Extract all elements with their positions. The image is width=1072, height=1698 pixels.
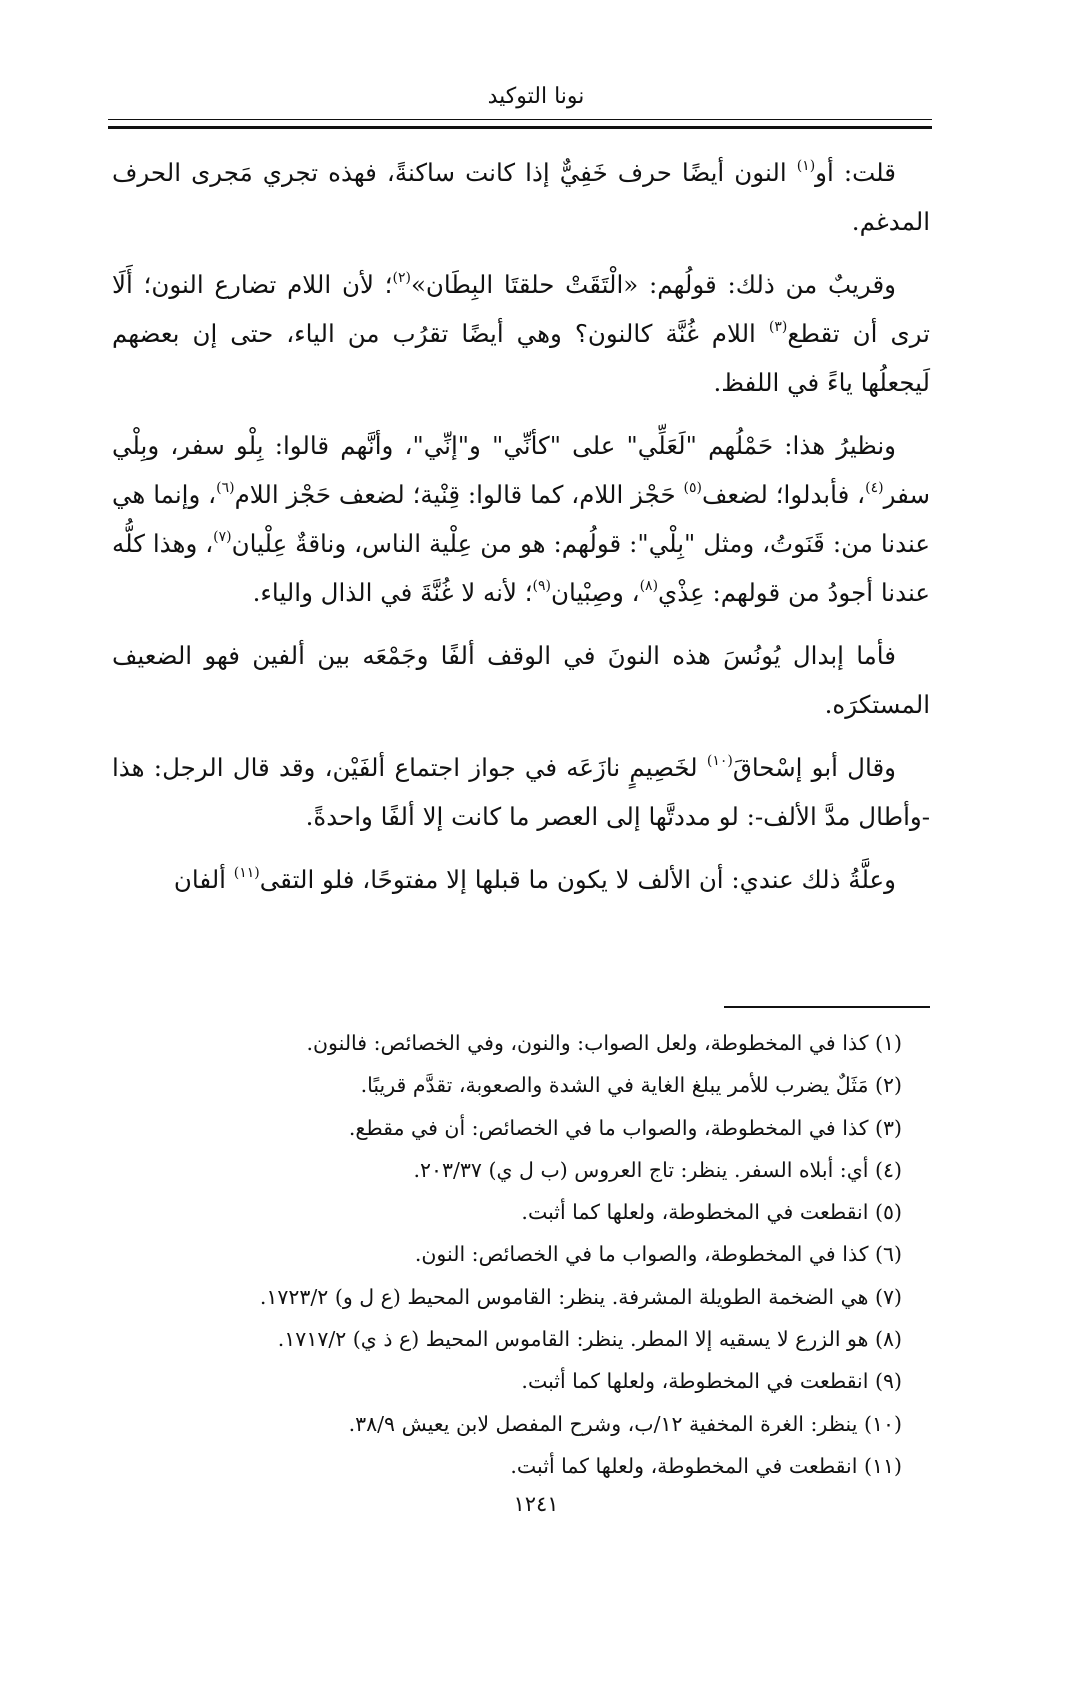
footnote-ref: (٩): [532, 578, 551, 594]
footnote-ref: (٦): [216, 480, 235, 496]
header-rule-thin: [108, 119, 932, 120]
page-number: ١٢٤١: [513, 1492, 559, 1516]
footnote-ref: (١٠): [706, 753, 733, 769]
footnote-item: (٢) مَثَلٌ يضرب للأمر يبلغ الغاية في الشدة والصعوبة، تقدَّم قريبًا.: [360, 1073, 902, 1098]
paragraph-text: ؛ لأن اللام تضارع النون؛ أَلَا ترى أن تقطع: [112, 270, 930, 348]
paragraph-text: ، فأبدلوا؛ لضعف: [701, 480, 866, 509]
footnote-item: (٦) كذا في المخطوطة، والصواب ما في الخصائص: النون.: [414, 1242, 902, 1267]
footnote-item: (١٠) ينظر: الغرة المخفية ١٢/ب، وشرح المفصل لابن يعيش ٣٨/٩.: [348, 1411, 902, 1436]
footnote-ref: (١): [796, 158, 816, 174]
paragraph-text: قلت: أو: [815, 158, 896, 187]
footnote-ref: (١١): [233, 865, 260, 881]
paragraph: [112, 260, 930, 407]
paragraph: [112, 743, 930, 841]
paragraph-text: ونظيرُ هذا: حَمْلُهم "لَعَلِّي" على "كأنِّي" و"إنِّي"، وأنَّهم قالوا: بِلْو سفر، وبِلْي سفر: [112, 431, 931, 509]
running-header: نونا التوكيد: [487, 84, 585, 109]
paragraph-text: وقريبٌ من ذلك: قولُهم: «الْتَقَتْ حلقتَا البِطَان»: [410, 270, 896, 299]
paragraph: [112, 631, 930, 729]
footnote-item: (١١) انقطعت في المخطوطة، ولعلها كما أثبت.: [510, 1453, 902, 1478]
footnote-ref: (٤): [865, 480, 884, 496]
paragraph-text: لخَصِيمٍ نازَعَه في جواز اجتماع ألفَيْن، وقد قال الرجل: هذا -وأطال مدَّ الألف-: لو مددتَّها إلى العصر ما كانت إلا ألفًا واحدةً.: [112, 753, 930, 831]
footnote-item: (٨) هو الزرع لا يسقيه إلا المطر. ينظر: القاموس المحيط (ع ذ ي) ١٧١٧/٢.: [277, 1327, 902, 1352]
paragraph: [112, 148, 930, 246]
paragraph-text: اللام غُنَّة كالنون؟ وهي أيضًا تقرُب من الياء، حتى إن بعضهم لَيجعلُها ياءً في اللفظ.: [112, 319, 930, 397]
paragraph-text: ، وهذا كلُّه عندنا أجودُ من قولهم: عِذْي: [112, 529, 930, 607]
paragraph-text: ، وإنما هي عندنا من: قَنَوتُ، ومثل "بِلْي": قولُهم: هو من عِلْية الناس، وناقةٌ عِلْيان: [112, 480, 930, 558]
paragraph-text: وعلَّةُ ذلك عندي: أن الألف لا يكون ما قبلها إلا مفتوحًا، فلو التقى: [259, 865, 896, 894]
footnotes-list: [112, 1022, 930, 1487]
paragraph-text: ألفان: [173, 865, 234, 894]
paragraph-text: حَجْز اللام، كما قالوا: قِنْية؛ لضعف حَجْز اللام: [234, 480, 684, 509]
footnote-ref: (٢): [392, 270, 411, 286]
footnote-item: (٣) كذا في المخطوطة، والصواب ما في الخصائص: أن في مقطع.: [348, 1115, 902, 1140]
paragraph: [112, 421, 930, 617]
paragraph-text: وقال أبو إسْحاقَ: [732, 753, 896, 782]
paragraph-text: فأما إبدال يُونُسَ هذه النونَ في الوقف ألفًا وجَمْعَه بين ألفين فهو الضعيف المستكرَه.: [112, 641, 930, 719]
footnote-item: (٩) انقطعت في المخطوطة، ولعلها كما أثبت.: [521, 1369, 902, 1394]
footnote-ref: (٣): [768, 319, 788, 335]
footnote-separator: [724, 1006, 930, 1008]
paragraph-text: النون أيضًا حرف خَفِيٌّ إذا كانت ساكنةً، فهذه تجري مَجرى الحرف المدغم.: [112, 158, 930, 236]
footnote-item: (٥) انقطعت في المخطوطة، ولعلها كما أثبت.: [521, 1200, 902, 1225]
main-text: [112, 148, 930, 918]
paragraph-text: ؛ لأنه لا غُنَّةَ في الذال والياء.: [252, 578, 533, 607]
footnote-ref: (٧): [213, 529, 232, 545]
paragraph-text: ، وصِبْيان: [551, 578, 640, 607]
paragraph: [112, 855, 930, 904]
footnote-ref: (٨): [639, 578, 659, 594]
footnote-item: (٤) أي: أبلاه السفر. ينظر: تاج العروس (ب ل ي) ٢٠٣/٣٧.: [413, 1157, 902, 1182]
footnote-item: (٧) هي الضخمة الطويلة المشرفة. ينظر: القاموس المحيط (ع ل و) ١٧٢٣/٢.: [259, 1284, 902, 1309]
footnote-item: (١) كذا في المخطوطة، ولعل الصواب: والنون، وفي الخصائص: فالنون.: [306, 1031, 902, 1055]
footnote-ref: (٥): [683, 480, 702, 496]
header-rule-thick: [108, 126, 932, 129]
